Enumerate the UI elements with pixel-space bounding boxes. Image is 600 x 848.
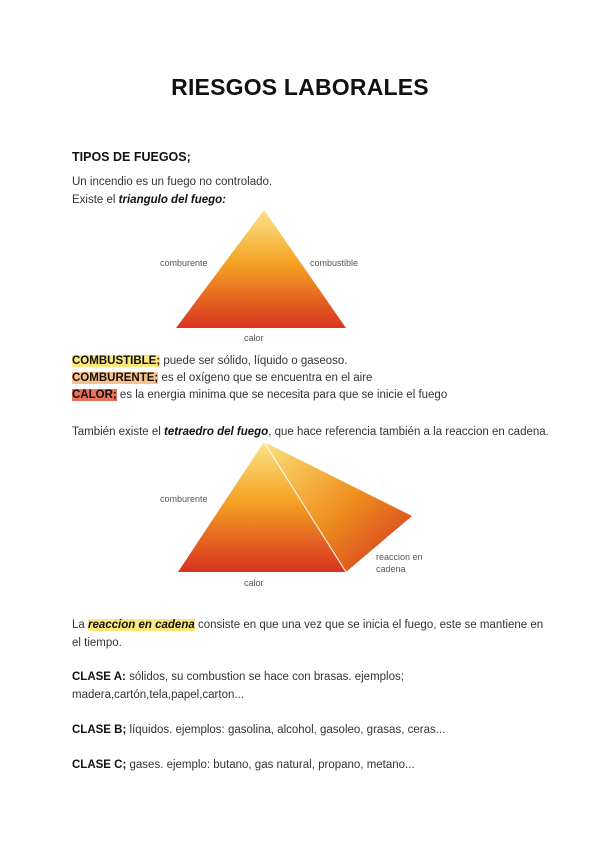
triangle-label-comburente: comburente xyxy=(160,258,208,268)
class-a-line-1 xyxy=(72,669,404,685)
section-heading: TIPOS DE FUEGOS; xyxy=(72,150,191,164)
class-c-label: CLASE C; xyxy=(72,759,127,771)
definition-calor-text: es la energia minima que se necesita para que se inicie el fuego xyxy=(116,389,448,401)
class-c-line xyxy=(72,757,415,773)
tetra-label-reaccion-2: cadena xyxy=(376,564,406,574)
definition-comburente-text: es el oxígeno que se encuentra en el aire xyxy=(158,372,373,384)
triangle-shape xyxy=(176,210,346,328)
tetra-intro-suffix: , que hace referencia también a la reaccion en cadena. xyxy=(268,426,549,438)
intro-line-2 xyxy=(72,192,226,208)
triangle-label-combustible: combustible xyxy=(310,258,359,268)
class-a-line-2: madera,cartón,tela,papel,carton... xyxy=(72,689,244,701)
term-comburente: COMBURENTE; xyxy=(72,372,159,384)
definition-calor xyxy=(72,387,447,403)
definition-comburente xyxy=(72,370,372,386)
class-a-label: CLASE A: xyxy=(72,671,126,683)
definition-combustible xyxy=(72,353,348,369)
term-combustible: COMBUSTIBLE; xyxy=(72,355,161,367)
fire-triangle-diagram xyxy=(170,208,350,330)
class-b-text: líquidos. ejemplos: gasolina, alcohol, gasoleo, grasas, ceras... xyxy=(126,724,446,736)
triangle-term: triangulo del fuego: xyxy=(118,194,226,206)
tetra-term: tetraedro del fuego xyxy=(164,426,269,438)
chain-term: reaccion en cadena xyxy=(88,619,195,631)
tetra-intro-prefix: También existe el xyxy=(72,426,165,438)
chain-line-1 xyxy=(72,617,543,633)
chain-line-2: el tiempo. xyxy=(72,637,122,649)
class-b-label: CLASE B; xyxy=(72,724,127,736)
intro-line-2-prefix: Existe el xyxy=(72,194,119,206)
tetra-label-comburente: comburente xyxy=(160,494,208,504)
tetra-intro xyxy=(72,424,549,440)
class-b-line xyxy=(72,722,445,738)
page-title: RIESGOS LABORALES xyxy=(171,74,429,100)
class-a-text: sólidos, su combustion se hace con brasas. ejemplos; xyxy=(125,671,404,683)
chain-line-1-suffix: consiste en que una vez que se inicia el fuego, este se mantiene en xyxy=(194,619,544,631)
tetra-label-reaccion-1: reaccion en xyxy=(376,552,423,562)
tetra-label-calor: calor xyxy=(244,578,264,588)
chain-prefix: La xyxy=(72,619,88,631)
term-calor: CALOR; xyxy=(72,389,117,401)
definition-combustible-text: puede ser sólido, líquido o gaseoso. xyxy=(160,355,348,367)
triangle-label-calor: calor xyxy=(244,333,264,343)
intro-line-1: Un incendio es un fuego no controlado. xyxy=(72,176,273,188)
class-c-text: gases. ejemplo: butano, gas natural, propano, metano... xyxy=(126,759,415,771)
